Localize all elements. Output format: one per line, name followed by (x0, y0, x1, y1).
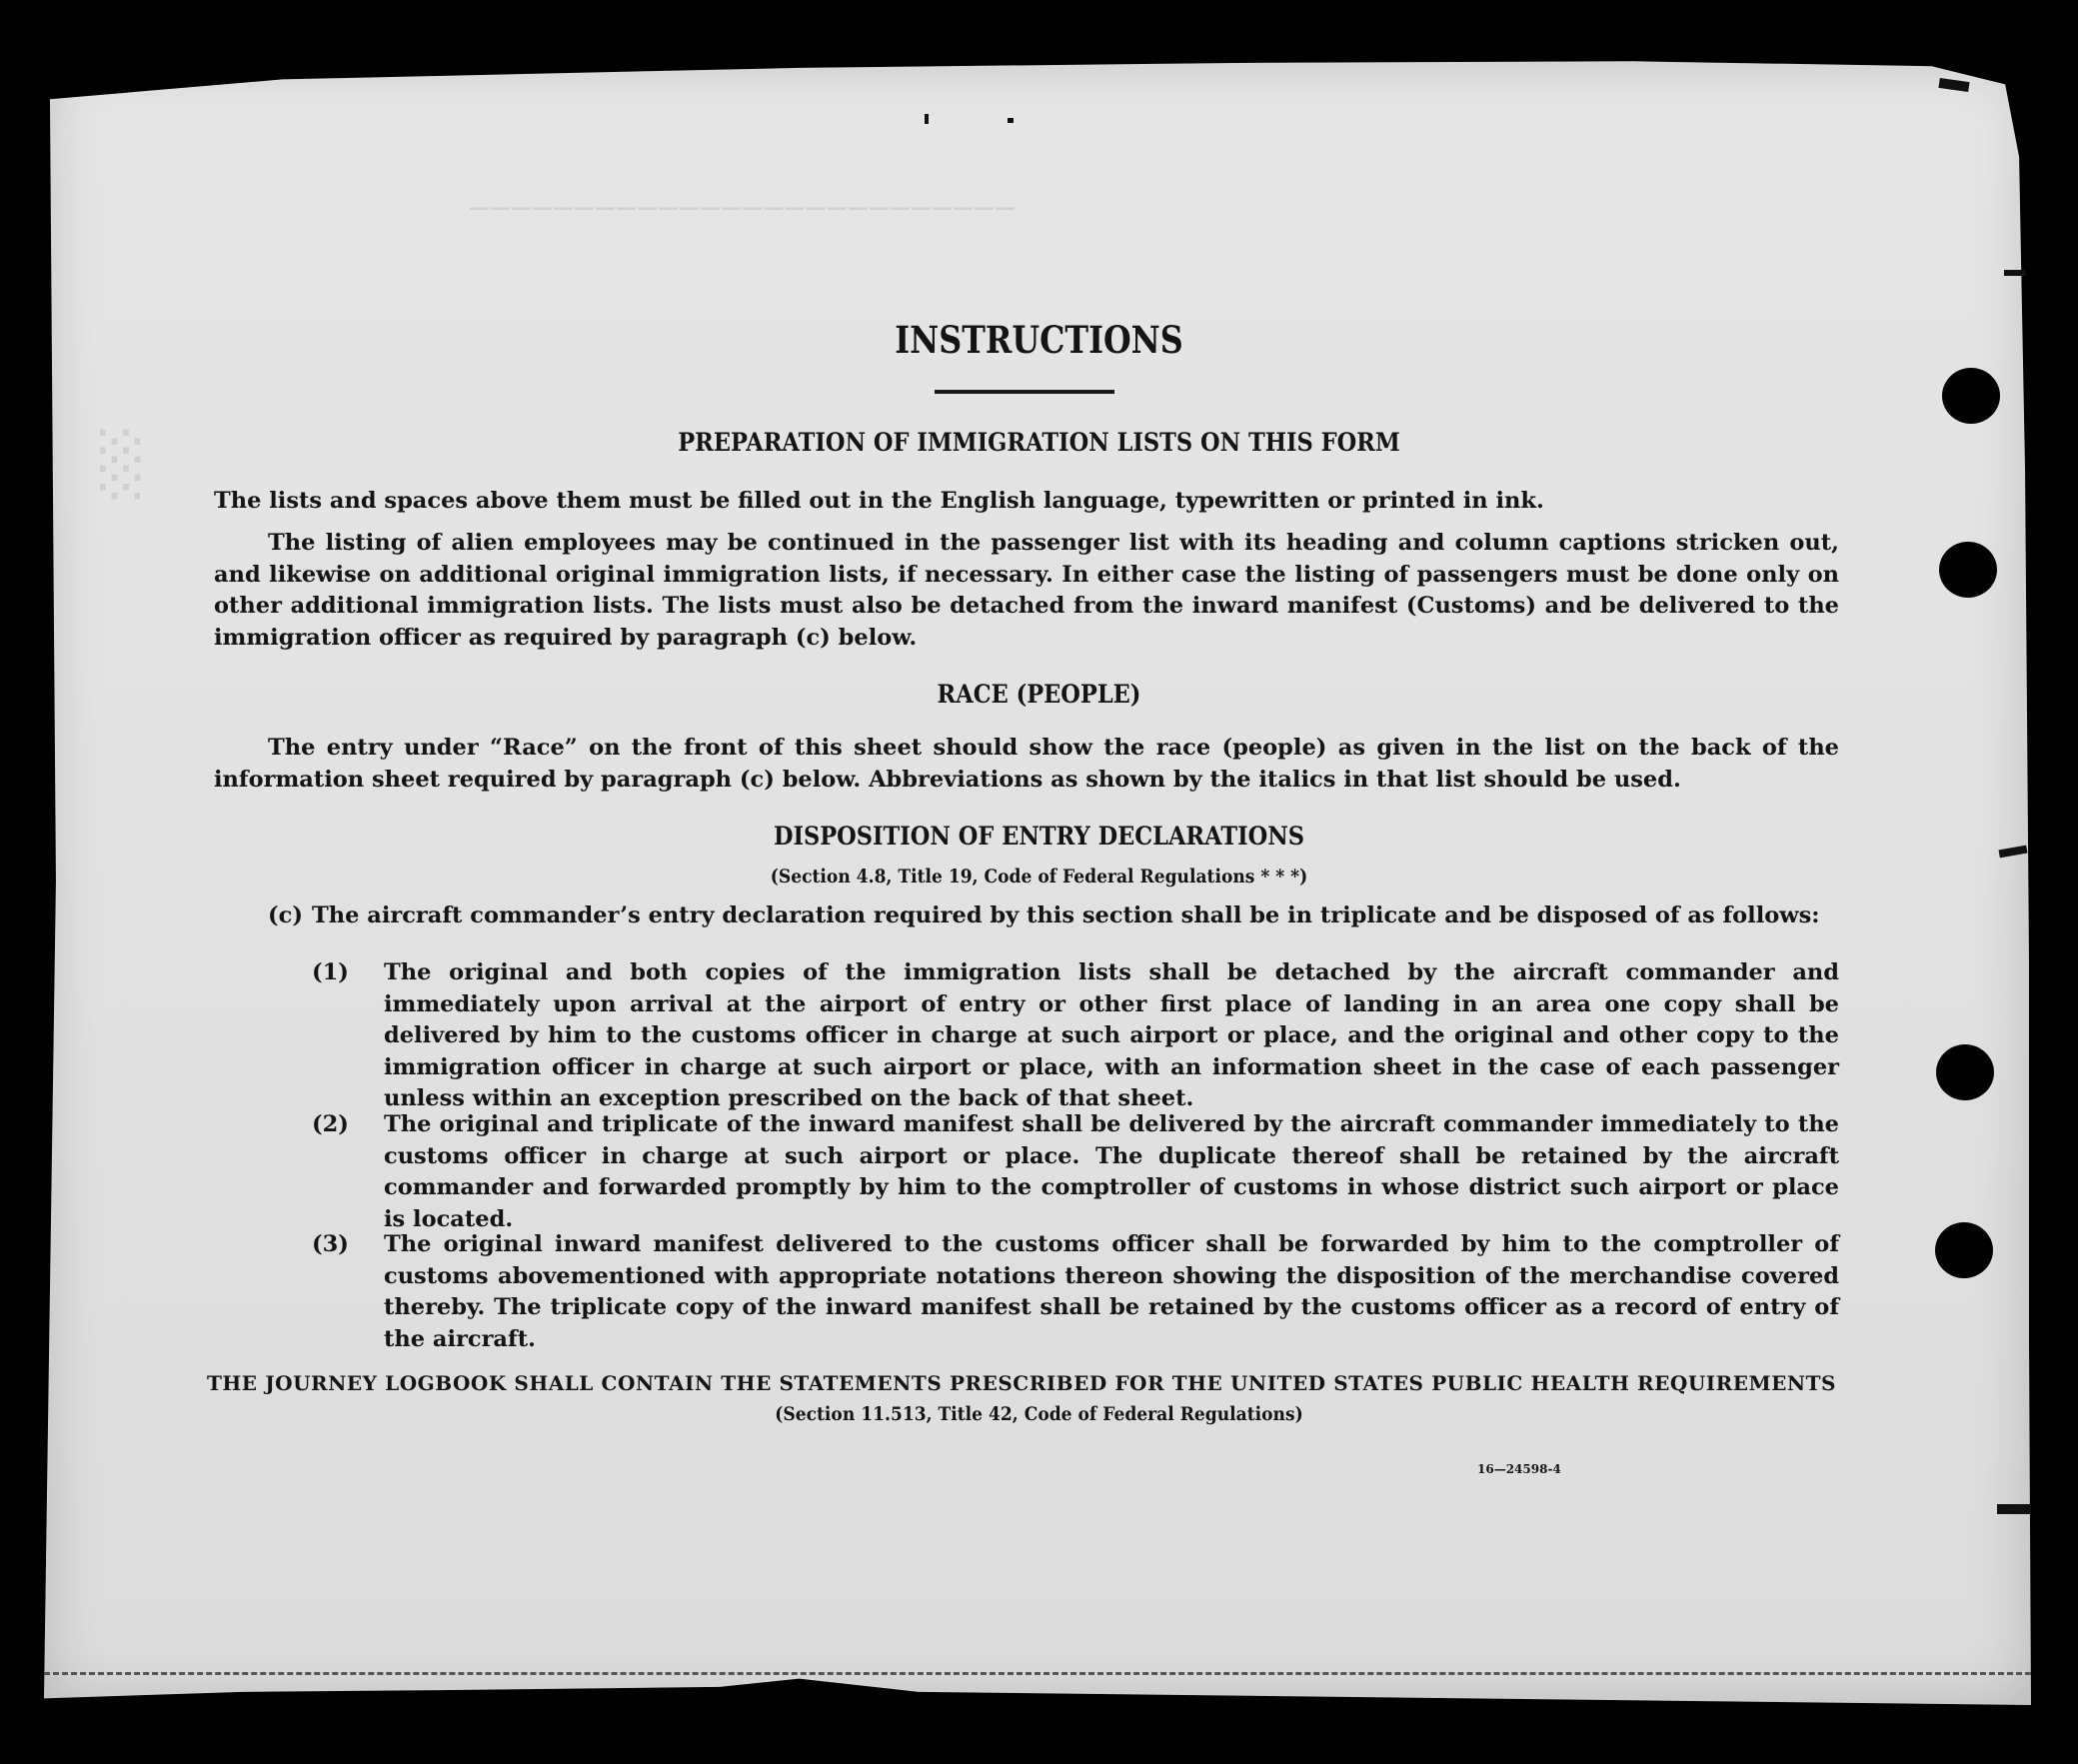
edge-tear (2004, 270, 2026, 276)
punch-hole (1935, 1222, 1993, 1278)
item-number-2: (2) (312, 1111, 349, 1137)
punch-hole (1942, 368, 2000, 424)
item-text-3: The original inward manifest delivered to the customs officer shall be forwarded by him to the comptroller of customs abovementioned with appropriate notations thereon showing the disposition of the merchandise covered thereby. The triplicate copy of the inward manifest shall be retained by the customs officer as a record of entry of the aircraft. (384, 1231, 1839, 1352)
clause-label-c: (c) (268, 902, 303, 928)
health-requirements-statement: THE JOURNEY LOGBOOK SHALL CONTAIN THE STATEMENTS PRESCRIBED FOR THE UNITED STATES PUBLIC HEALTH REQUIREMENTS (207, 1371, 1836, 1395)
title-underline (935, 390, 1114, 394)
item-text-1: The original and both copies of the immigration lists shall be detached by the aircraft commander and immediately upon arrival at the airport of entry or other first place of landing in an area one copy shall be delivered by him to the customs officer in charge at such airport or place, and the original and other copy to the immigration officer in charge at such airport or place, with an information sheet in the case of each passenger unless within an exception prescribed on the back of that sheet. (384, 959, 1839, 1111)
paragraph-language: The lists and spaces above them must be filled out in the English language, typewritten or printed in ink. (214, 488, 1544, 514)
item-number-1: (1) (312, 959, 349, 985)
page-title: INSTRUCTIONS (895, 318, 1183, 362)
speck (925, 114, 929, 124)
clause-c-intro: The aircraft commander’s entry declaration required by this section shall be in triplicate and be disposed of as follows: (312, 902, 1820, 928)
bleed-through-text: ────────────────────────── (470, 192, 1018, 227)
paragraph-race: The entry under “Race” on the front of this sheet should show the race (people) as given in the list on the back of the information sheet required by paragraph (c) below. Abbreviations as shown by the italics in that list should be used. (214, 735, 1839, 793)
bleed-through-marks: ░ (100, 430, 147, 500)
edge-tear (1997, 1504, 2031, 1514)
punch-hole (1939, 542, 1997, 598)
health-requirements-citation: (Section 11.513, Title 42, Code of Federal Regulations) (775, 1403, 1303, 1425)
perforation-line (44, 1672, 2031, 1675)
section-citation: (Section 4.8, Title 19, Code of Federal Regulations * * *) (770, 866, 1308, 887)
punch-hole (1936, 1044, 1994, 1100)
speck (1008, 118, 1014, 123)
section-heading-disposition: DISPOSITION OF ENTRY DECLARATIONS (773, 822, 1305, 851)
section-heading-immigration-lists: PREPARATION OF IMMIGRATION LISTS ON THIS FORM (678, 428, 1400, 457)
form-number: 16—24598-4 (1477, 1462, 1561, 1476)
section-heading-race: RACE (PEOPLE) (937, 680, 1141, 709)
item-text-2: The original and triplicate of the inward manifest shall be delivered by the aircraft commander immediately to the customs officer in charge at such airport or place. The duplicate thereof shall be retained by the aircraft commander and forwarded promptly by him to the comptroller of customs in whose district such airport or place is located. (384, 1111, 1839, 1232)
item-number-3: (3) (312, 1231, 349, 1257)
paragraph-alien-employees: The listing of alien employees may be continued in the passenger list with its heading and column captions stricken out, and likewise on additional original immigration lists, if necessary. In either case the listing of passengers must be done only on other additional immigration lists. The lists must also be detached from the inward manifest (Customs) and be delivered to the immigration officer as required by paragraph (c) below. (214, 530, 1839, 651)
